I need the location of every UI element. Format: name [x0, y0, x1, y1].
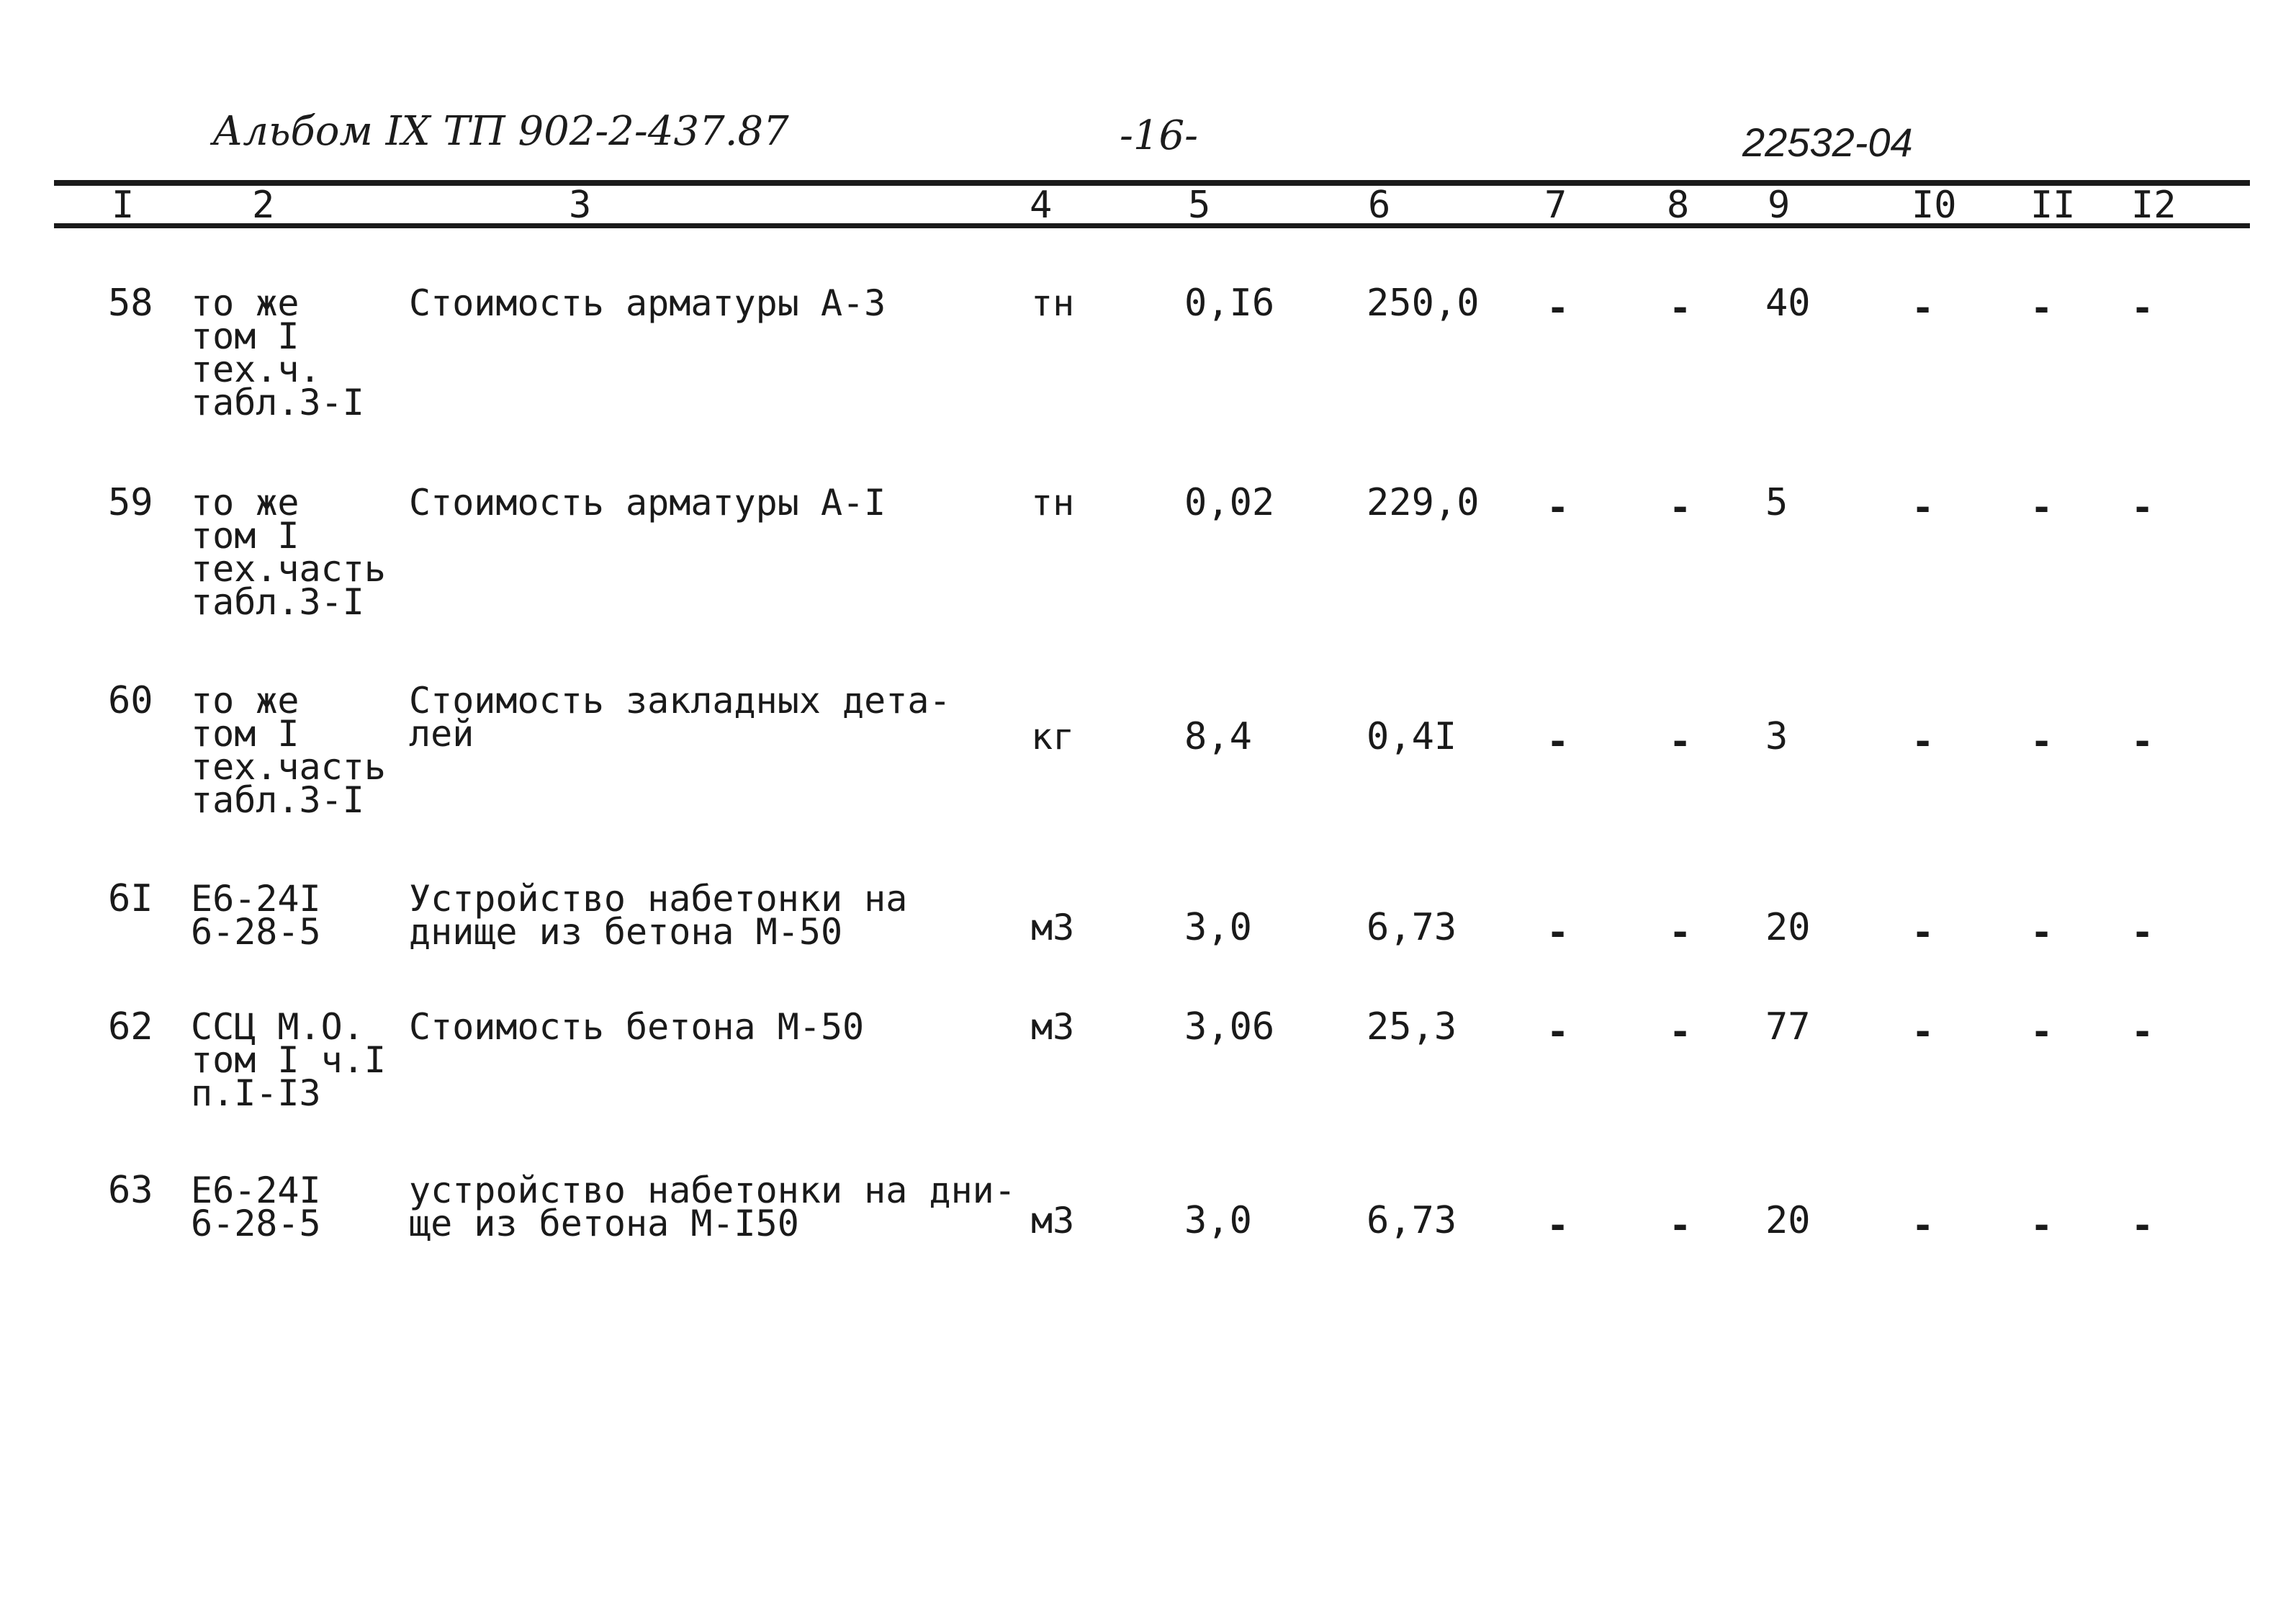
row-col-7: -: [1547, 486, 1570, 529]
row-reference-line: то же: [191, 482, 300, 524]
row-col-7: -: [1547, 911, 1570, 954]
row-reference-line: тех.ч.: [191, 349, 321, 390]
row-col-8: -: [1669, 486, 1692, 529]
column-header-8: 8: [1667, 184, 1690, 227]
row-col-8: -: [1669, 1010, 1692, 1054]
row-col-8: -: [1669, 911, 1692, 954]
row-reference-line: том I ч.I: [191, 1039, 386, 1081]
column-header-11: II: [2030, 184, 2076, 227]
row-unit: м3: [1031, 1200, 1075, 1242]
row-quantity: 8,4: [1184, 715, 1252, 758]
row-col-9: 5: [1765, 481, 1788, 524]
row-number: 60: [108, 679, 153, 722]
row-col-9: 20: [1765, 906, 1811, 949]
row-col-12: -: [2131, 486, 2154, 529]
row-work-name-line: Стоимость арматуры А-3: [409, 282, 886, 324]
row-col-8: -: [1669, 287, 1692, 330]
row-col-12: -: [2131, 287, 2154, 330]
row-unit: тн: [1031, 482, 1075, 524]
row-unit-price: 229,0: [1367, 481, 1480, 524]
row-work-name-line: Устройство набетонки на: [409, 878, 908, 920]
row-work-name-line: устройство набетонки на дни-: [409, 1170, 1016, 1211]
row-col-11: -: [2030, 720, 2053, 763]
row-col-10: -: [1912, 287, 1935, 330]
row-col-10: -: [1912, 911, 1935, 954]
column-header-10: I0: [1912, 184, 1957, 227]
row-quantity: 3,0: [1184, 1199, 1252, 1242]
row-number: 62: [108, 1005, 153, 1049]
row-work-name-line: Стоимость бетона М-50: [409, 1006, 865, 1048]
row-col-10: -: [1912, 720, 1935, 763]
row-reference-line: п.I-I3: [191, 1072, 321, 1114]
row-unit-price: 25,3: [1367, 1005, 1457, 1049]
row-reference-line: табл.3-I: [191, 581, 364, 623]
row-reference-line: 6-28-5: [191, 1203, 321, 1244]
row-work-name-line: днище из бетона М-50: [409, 911, 843, 953]
row-reference-line: тех.часть: [191, 746, 386, 788]
row-work-name-line: Стоимость арматуры А-I: [409, 482, 886, 524]
row-reference-line: тех.часть: [191, 548, 386, 590]
column-header-6: 6: [1368, 184, 1391, 227]
row-col-7: -: [1547, 1204, 1570, 1247]
row-col-11: -: [2030, 911, 2053, 954]
row-col-9: 20: [1765, 1199, 1811, 1242]
row-reference-line: табл.3-I: [191, 779, 364, 821]
row-reference-line: том I: [191, 515, 300, 557]
row-reference-line: то же: [191, 282, 300, 324]
row-col-8: -: [1669, 720, 1692, 763]
row-number: 59: [108, 481, 153, 524]
row-unit: тн: [1031, 282, 1075, 324]
row-work-name-line: ще из бетона М-I50: [409, 1203, 799, 1244]
row-col-12: -: [2131, 1204, 2154, 1247]
document-code: 22532-04: [1742, 120, 1913, 165]
album-reference: Альбом IX ТП 902-2-437.87: [212, 108, 789, 155]
column-header-1: I: [112, 184, 135, 227]
row-number: 63: [108, 1169, 153, 1212]
row-reference-line: Е6-24I: [191, 1170, 321, 1211]
row-unit-price: 250,0: [1367, 282, 1480, 325]
row-unit-price: 0,4I: [1367, 715, 1457, 758]
column-header-7: 7: [1544, 184, 1567, 227]
row-col-10: -: [1912, 1010, 1935, 1054]
row-col-9: 40: [1765, 282, 1811, 325]
row-unit-price: 6,73: [1367, 1199, 1457, 1242]
row-quantity: 3,0: [1184, 906, 1252, 949]
row-quantity: 3,06: [1184, 1005, 1275, 1049]
row-col-9: 3: [1765, 715, 1788, 758]
row-reference-line: табл.3-I: [191, 382, 364, 423]
row-reference-line: том I: [191, 315, 300, 357]
row-work-name-line: лей: [409, 713, 474, 755]
row-reference-line: том I: [191, 713, 300, 755]
row-col-12: -: [2131, 1010, 2154, 1054]
column-header-2: 2: [252, 184, 275, 227]
column-header-4: 4: [1030, 184, 1053, 227]
row-reference-line: 6-28-5: [191, 911, 321, 953]
row-reference-line: ССЦ М.О.: [191, 1006, 364, 1048]
row-col-7: -: [1547, 287, 1570, 330]
row-work-name-line: Стоимость закладных дета-: [409, 680, 951, 722]
row-col-8: -: [1669, 1204, 1692, 1247]
column-header-9: 9: [1768, 184, 1791, 227]
row-col-12: -: [2131, 720, 2154, 763]
row-col-7: -: [1547, 720, 1570, 763]
column-header-5: 5: [1188, 184, 1211, 227]
row-reference-line: то же: [191, 680, 300, 722]
row-unit: м3: [1031, 1006, 1075, 1048]
row-col-10: -: [1912, 486, 1935, 529]
column-header-3: 3: [569, 184, 592, 227]
row-unit-price: 6,73: [1367, 906, 1457, 949]
row-reference-line: Е6-24I: [191, 878, 321, 920]
row-number: 6I: [108, 877, 153, 920]
row-number: 58: [108, 282, 153, 325]
column-header-12: I2: [2131, 184, 2176, 227]
row-col-11: -: [2030, 1204, 2053, 1247]
row-unit: кг: [1031, 716, 1075, 758]
page-number: -16-: [1120, 112, 1199, 159]
row-unit: м3: [1031, 907, 1075, 948]
row-col-7: -: [1547, 1010, 1570, 1054]
row-quantity: 0,I6: [1184, 282, 1275, 325]
row-quantity: 0,02: [1184, 481, 1275, 524]
row-col-10: -: [1912, 1204, 1935, 1247]
row-col-11: -: [2030, 486, 2053, 529]
row-col-11: -: [2030, 1010, 2053, 1054]
row-col-9: 77: [1765, 1005, 1811, 1049]
row-col-12: -: [2131, 911, 2154, 954]
row-col-11: -: [2030, 287, 2053, 330]
